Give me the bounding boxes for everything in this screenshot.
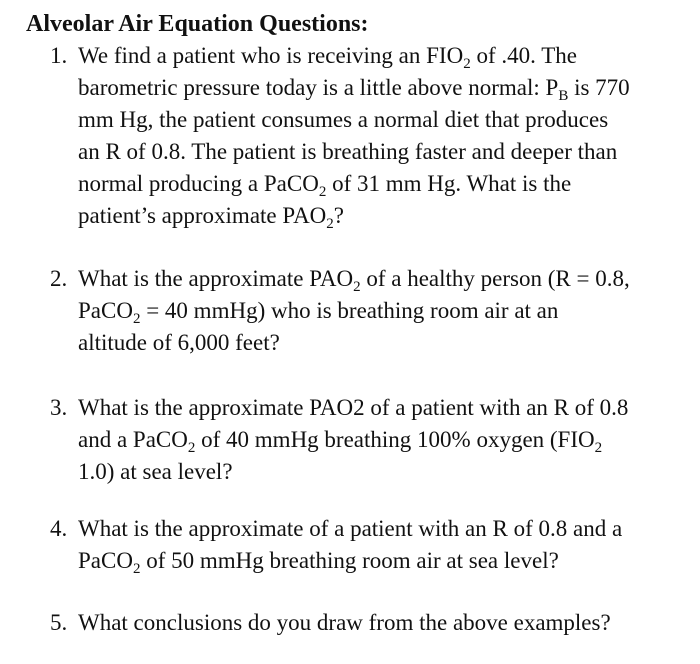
question-line: What is the approximate $PAO_2$ of a healthy person (R = 0.8, [78,266,630,295]
question-text [78,513,690,577]
question-number: 2. [50,266,68,291]
question-2 [50,263,690,359]
question-1 [50,40,690,232]
question-3 [50,392,690,488]
question-line: 1.0) at sea level? [78,459,233,484]
question-4 [50,513,690,577]
question-line: PaCO$_2$ of 50 mmHg breathing room air at sea level? [78,548,559,577]
question-line: normal producing a PaCO$_2$ of 31 mm Hg. What is the [78,171,572,200]
question-line: mm Hg, the patient consumes a normal diet that produces [78,107,609,132]
question-text [78,40,690,232]
question-line: We find a patient who is receiving an $FIO_2$ of .40. The [78,43,577,72]
question-line: altitude of 6,000 feet? [78,330,280,355]
question-line: PaCO$_2$ = 40 mmHg) who is breathing room air at an [78,298,559,327]
question-text [78,392,690,488]
question-text [78,263,690,359]
question-line: What conclusions do you draw from the above examples? [78,610,611,635]
question-line: What is the approximate PAO2 of a patient with an R of 0.8 [78,395,629,420]
question-line: What is the approximate of a patient with an R of 0.8 and a [78,516,623,541]
question-number: 5. [50,610,68,635]
question-line: and a PaCO$_2$ of 40 mmHg breathing 100% oxygen ($FIO_2$ [78,427,603,456]
question-text [78,607,690,639]
question-line: patient’s approximate $PAO_2$? [78,203,345,232]
question-5 [50,607,690,639]
question-number: 3. [50,395,68,420]
page-title: Alveolar Air Equation Questions: [26,11,369,37]
question-line: an R of 0.8. The patient is breathing faster and deeper than [78,139,618,164]
question-number: 1. [50,43,68,68]
question-line: barometric pressure today is a little above normal: $P_B$ is 770 [78,75,630,104]
question-number: 4. [50,516,68,541]
